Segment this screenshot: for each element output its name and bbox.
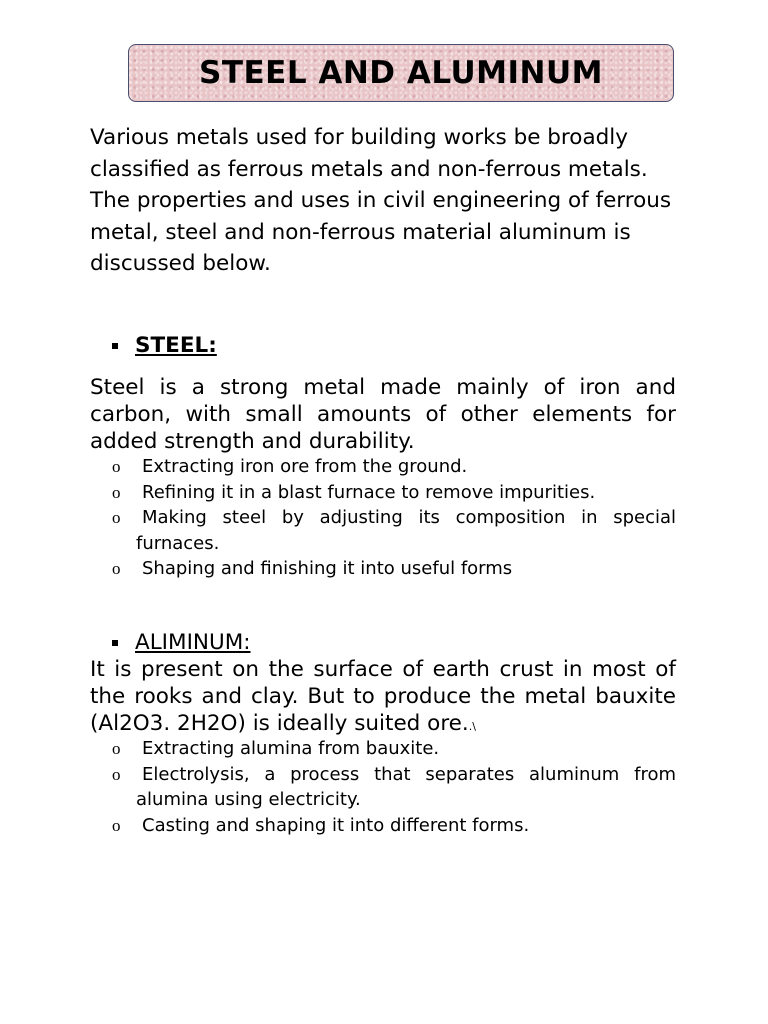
- list-item: o Shaping and finishing it into useful forms: [112, 556, 676, 582]
- list-item: o Electrolysis, a process that separates aluminum from alumina using electricity.: [112, 763, 676, 810]
- list-item: o Refining it in a blast furnace to remove impurities.: [112, 480, 676, 506]
- page-title: STEEL AND ALUMINUM: [199, 55, 603, 91]
- circle-bullet-icon: o: [112, 764, 121, 784]
- aluminum-heading-text: ALIMINUM:: [135, 630, 251, 655]
- list-item: o Casting and shaping it into different forms.: [112, 813, 676, 839]
- steel-heading: [112, 333, 217, 358]
- list-item: o Extracting iron ore from the ground.: [112, 454, 676, 480]
- circle-bullet-icon: o: [112, 739, 121, 758]
- square-bullet-icon: [112, 640, 118, 646]
- steel-heading-text: STEEL:: [135, 333, 217, 358]
- square-bullet-icon: [112, 343, 118, 349]
- circle-bullet-icon: o: [112, 815, 121, 835]
- circle-bullet-icon: o: [112, 457, 121, 476]
- list-item: o Extracting alumina from bauxite.: [112, 736, 676, 762]
- circle-bullet-icon: o: [112, 508, 121, 527]
- aluminum-heading: [112, 630, 251, 655]
- title-banner: [128, 44, 674, 102]
- intro-paragraph: Various metals used for building works be broadly classified as ferrous metals and non-ferrous metals. The properties and uses in civil engineering of ferrous metal, steel and non-ferrous material aluminum is discussed below.: [90, 125, 672, 276]
- circle-bullet-icon: o: [112, 482, 121, 502]
- list-item: o Making steel by adjusting its composition in special furnaces.: [112, 507, 676, 554]
- steel-steps-list: [112, 454, 676, 582]
- aluminum-steps-list: [112, 736, 676, 838]
- aluminum-paragraph: It is present on the surface of earth crust in most of the rooks and clay. But to produce the metal bauxite (Al2O3. 2H2O) is ideally suited ore..\: [90, 657, 676, 736]
- steel-paragraph: Steel is a strong metal made mainly of iron and carbon, with small amounts of other elements for added strength and durability.: [90, 375, 676, 454]
- circle-bullet-icon: o: [112, 559, 121, 578]
- trailing-mark: .\: [468, 720, 476, 733]
